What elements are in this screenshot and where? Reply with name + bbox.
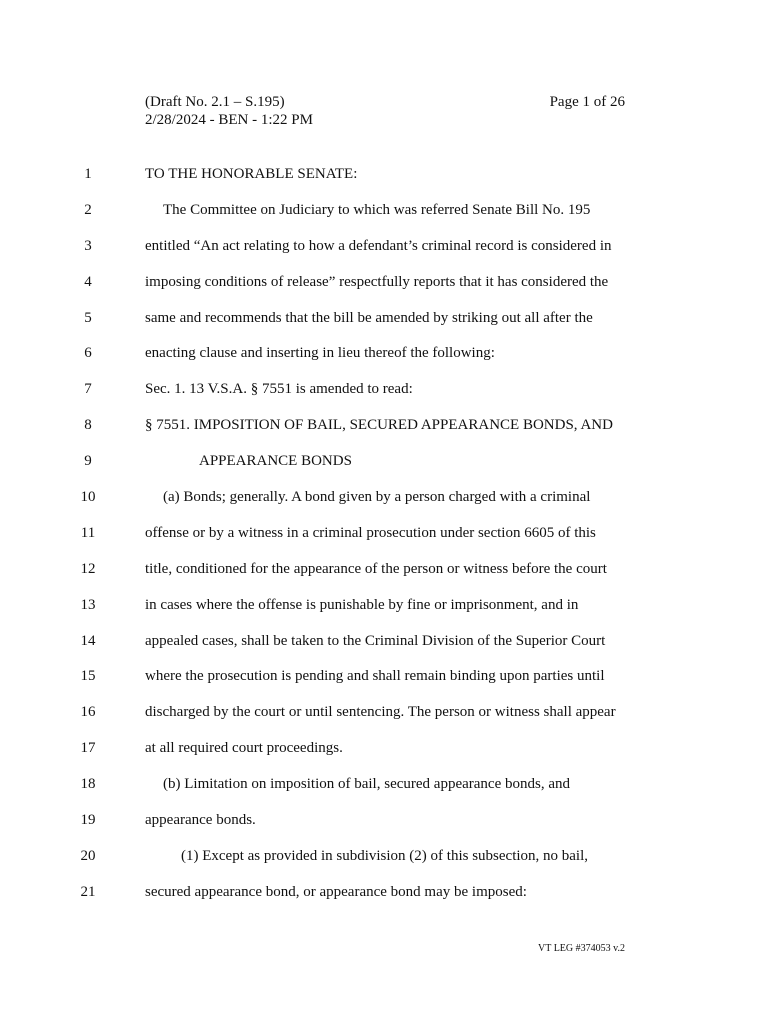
line-number: 18 (80, 776, 96, 793)
numbered-lines (0, 164, 770, 918)
line-text: title, conditioned for the appearance of the person or witness before the court (145, 560, 607, 577)
line-14 (0, 631, 770, 667)
line-text: offense or by a witness in a criminal prosecution under section 6605 of this (145, 524, 596, 541)
section-heading: § 7551. IMPOSITION OF BAIL, SECURED APPEARANCE BONDS, AND (145, 417, 613, 434)
line-16 (0, 702, 770, 738)
line-number: 8 (84, 417, 92, 434)
line-text: where the prosecution is pending and shall remain binding upon parties until (145, 668, 605, 685)
line-20 (0, 846, 770, 882)
header-left (145, 93, 313, 129)
line-number: 7 (84, 381, 92, 398)
line-number: 1 (84, 166, 92, 182)
line-7 (0, 379, 770, 415)
line-text: appearance bonds. (145, 812, 256, 829)
line-number: 11 (80, 524, 96, 541)
line-6 (0, 343, 770, 379)
line-text: secured appearance bond, or appearance bond may be imposed: (145, 883, 527, 900)
line-10 (0, 487, 770, 523)
line-text: at all required court proceedings. (145, 740, 343, 757)
line-text: The Committee on Judiciary to which was referred Senate Bill No. 195 (163, 201, 591, 218)
line-text: discharged by the court or until sentencing. The person or witness shall appear (145, 704, 616, 721)
line-15 (0, 666, 770, 702)
line-number: 13 (80, 596, 96, 613)
line-number: 9 (84, 453, 92, 470)
page-indicator: Page 1 of 26 (549, 94, 625, 110)
line-number: 14 (80, 632, 96, 649)
line-8 (0, 415, 770, 451)
line-number: 4 (84, 273, 92, 290)
line-number: 15 (80, 668, 96, 685)
line-text: imposing conditions of release” respectfully reports that it has considered the (145, 273, 609, 290)
line-21 (0, 882, 770, 918)
line-number: 16 (80, 704, 96, 721)
line-13 (0, 595, 770, 631)
line-2 (0, 200, 770, 236)
section-heading-cont: APPEARANCE BONDS (199, 453, 352, 470)
line-19 (0, 810, 770, 846)
draft-datetime: 2/28/2024 - BEN - 1:22 PM (145, 112, 313, 128)
line-number: 17 (80, 740, 96, 757)
line-text: Sec. 1. 13 V.S.A. § 7551 is amended to read: (145, 381, 413, 398)
line-number: 20 (80, 847, 96, 864)
line-text: appealed cases, shall be taken to the Criminal Division of the Superior Court (145, 632, 606, 649)
line-text: TO THE HONORABLE SENATE: (145, 166, 358, 182)
line-number: 6 (84, 345, 92, 362)
line-number: 21 (80, 883, 96, 900)
line-number: 2 (84, 201, 92, 218)
line-17 (0, 738, 770, 774)
line-1 (0, 164, 770, 200)
line-text: (1) Except as provided in subdivision (2) of this subsection, no bail, (181, 847, 589, 864)
line-text: entitled “An act relating to how a defendant’s criminal record is considered in (145, 237, 612, 254)
line-number: 10 (80, 489, 96, 506)
draft-number: (Draft No. 2.1 – S.195) (145, 94, 285, 110)
line-text: (b) Limitation on imposition of bail, secured appearance bonds, and (163, 776, 570, 793)
line-3 (0, 236, 770, 272)
line-text: same and recommends that the bill be amended by striking out all after the (145, 309, 593, 326)
line-5 (0, 308, 770, 344)
line-number: 3 (84, 237, 92, 254)
line-number: 12 (80, 560, 96, 577)
footer-document-id: VT LEG #374053 v.2 (538, 943, 625, 954)
line-text: enacting clause and inserting in lieu thereof the following: (145, 345, 495, 362)
line-18 (0, 774, 770, 810)
line-text: (a) Bonds; generally. A bond given by a person charged with a criminal (163, 489, 591, 506)
line-12 (0, 559, 770, 595)
line-number: 5 (84, 309, 92, 326)
line-text: in cases where the offense is punishable by fine or imprisonment, and in (145, 596, 579, 613)
line-11 (0, 523, 770, 559)
line-9 (0, 451, 770, 487)
line-4 (0, 272, 770, 308)
line-number: 19 (80, 812, 96, 829)
